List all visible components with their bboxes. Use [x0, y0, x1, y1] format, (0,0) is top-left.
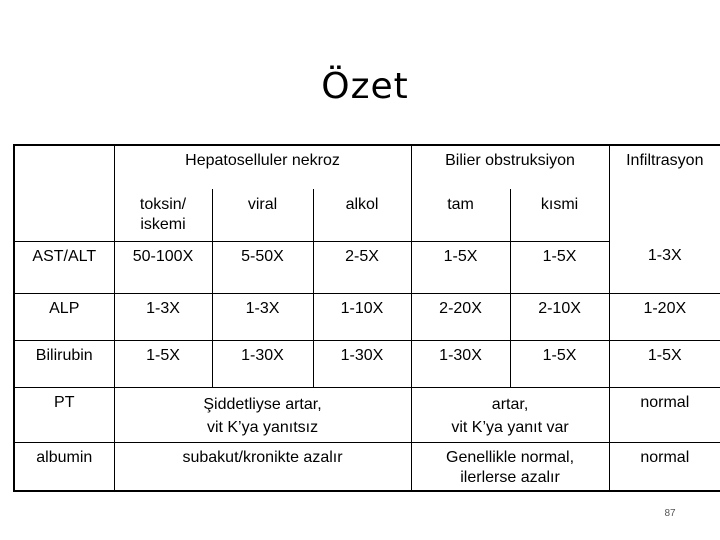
row-label-ast-alt: AST/ALT — [14, 241, 114, 293]
cell-bilirubin-toxic: 1-5X — [114, 340, 212, 387]
subheader-complete: tam — [411, 189, 510, 241]
cell-alp-partial: 2-10X — [510, 293, 609, 340]
cell-alp-complete: 2-20X — [411, 293, 510, 340]
table-row — [14, 241, 720, 293]
cell-albumin-infiltration: normal — [640, 448, 690, 466]
row-label-bilirubin: Bilirubin — [14, 340, 114, 387]
cell-ast-alt-infiltration: 1-3X — [609, 241, 720, 293]
header-row — [14, 145, 720, 189]
cell-pt-hepatocellular — [114, 387, 411, 442]
cell-albumin-hepatocellular: subakut/kronikte azalır — [114, 442, 411, 491]
subheader-viral: viral — [212, 189, 313, 241]
table-row — [14, 340, 720, 387]
table-row — [14, 442, 720, 491]
header-empty-cell — [14, 145, 114, 189]
cell-pt-hepatocellular-line1: Şiddetliyse artar, — [203, 395, 322, 413]
slide-title: Özet — [321, 66, 409, 107]
subheader-toxic — [114, 189, 212, 241]
cell-bilirubin-viral: 1-30X — [212, 340, 313, 387]
cell-albumin-biliary-line1: Genellikle normal, — [446, 448, 575, 466]
cell-bilirubin-partial: 1-5X — [510, 340, 609, 387]
row-label-alp: ALP — [14, 293, 114, 340]
cell-ast-alt-partial: 1-5X — [510, 241, 609, 293]
cell-pt-biliary — [411, 387, 609, 442]
cell-alp-toxic: 1-3X — [114, 293, 212, 340]
cell-ast-alt-complete: 1-5X — [411, 241, 510, 293]
cell-ast-alt-toxic: 50-100X — [114, 241, 212, 293]
cell-pt-hepatocellular-line2: vit K’ya yanıtsız — [206, 418, 319, 436]
table-row — [14, 387, 720, 442]
cell-alp-infiltration: 1-20X — [609, 293, 720, 340]
cell-ast-alt-alcohol: 2-5X — [313, 241, 411, 293]
header-infiltration: Infiltrasyon — [626, 152, 704, 169]
cell-ast-alt-viral: 5-50X — [212, 241, 313, 293]
cell-albumin-biliary-line2: ilerlerse azalır — [460, 468, 560, 486]
row-label-albumin: albumin — [14, 442, 114, 491]
subheader-toxic-label: toksin/ iskemi — [139, 196, 187, 233]
header-biliary: Bilier obstruksiyon — [411, 145, 609, 189]
cell-pt-infiltration: normal — [609, 387, 720, 442]
cell-alp-viral: 1-3X — [212, 293, 313, 340]
table-row — [14, 293, 720, 340]
cell-pt-biliary-line2: vit K’ya yanıt var — [451, 418, 569, 436]
summary-table — [13, 144, 720, 492]
subheader-partial: kısmi — [510, 189, 609, 241]
row-label-pt: PT — [14, 387, 114, 442]
subheader-alcohol: alkol — [313, 189, 411, 241]
header-hepatocellular: Hepatoselluler nekroz — [114, 145, 411, 189]
cell-bilirubin-alcohol: 1-30X — [313, 340, 411, 387]
subheader-empty-cell — [14, 189, 114, 241]
cell-alp-alcohol: 1-10X — [313, 293, 411, 340]
cell-bilirubin-infiltration: 1-5X — [609, 340, 720, 387]
cell-pt-biliary-line1: artar, — [491, 395, 529, 413]
cell-bilirubin-complete: 1-30X — [411, 340, 510, 387]
cell-albumin-biliary — [411, 442, 609, 491]
page-number: 87 — [664, 508, 676, 519]
